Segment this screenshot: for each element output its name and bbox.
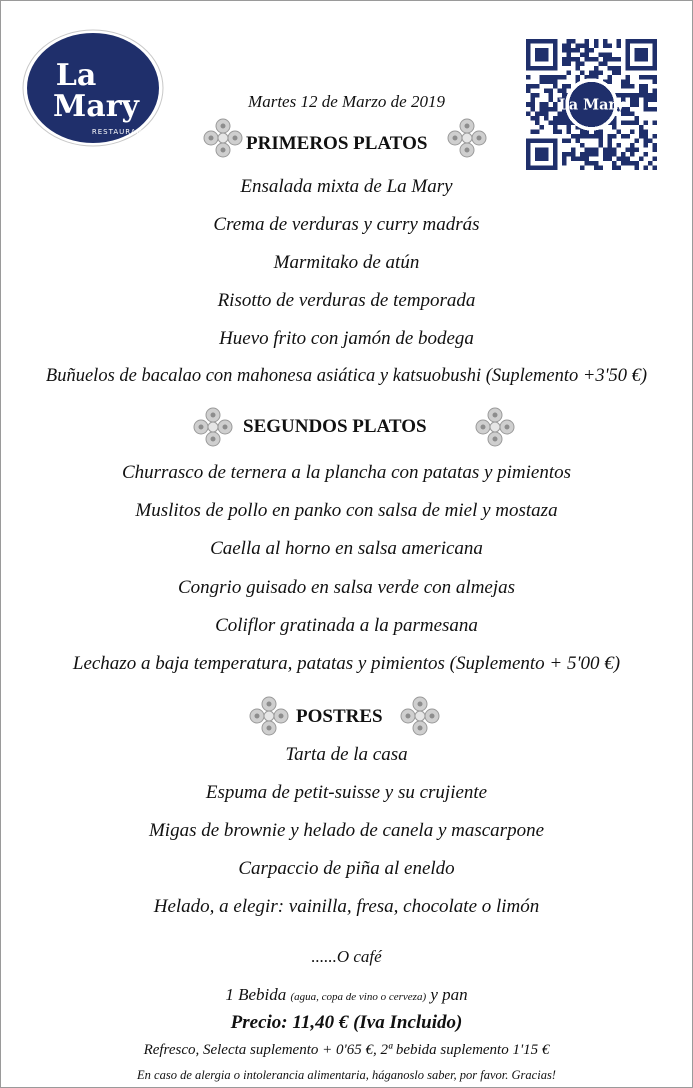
- svg-text:Mary: Mary: [53, 89, 139, 124]
- flourish-ornament-icon: [200, 115, 246, 161]
- svg-text:RESTAURANT: RESTAURANT: [91, 128, 149, 136]
- flourish-ornament-icon: [444, 115, 490, 161]
- menu-item: Ensalada mixta de La Mary: [240, 176, 453, 197]
- drink-line: [0, 985, 693, 1005]
- menu-item: Crema de verduras y curry madrás: [213, 214, 480, 235]
- menu-item: Carpaccio de piña al eneldo: [238, 858, 455, 879]
- menu-item: Congrio guisado en salsa verde con almejas: [177, 577, 516, 598]
- drink-suffix: y pan: [430, 985, 468, 1004]
- allergy-note: En caso de alergia o intolerancia alimentaria, háganoslo saber, por favor. Gracias!: [137, 1068, 556, 1082]
- svg-text:La Mary: La Mary: [558, 96, 625, 114]
- menu-item: Coliflor gratinada a la parmesana: [215, 615, 478, 636]
- heading-segundos: SEGUNDOS PLATOS: [243, 416, 427, 437]
- flourish-ornament-icon: [190, 404, 236, 450]
- menu-item: Caella al horno en salsa americana: [210, 538, 483, 559]
- menu-item: Risotto de verduras de temporada: [217, 290, 476, 311]
- flourish-ornament-icon: [397, 693, 443, 739]
- menu-item: Espuma de petit-suisse y su crujiente: [205, 782, 488, 803]
- menu-date: Martes 12 de Marzo de 2019: [248, 92, 445, 111]
- drink-detail: (agua, copa de vino o cerveza): [290, 991, 427, 1003]
- flourish-ornament-icon: [472, 404, 518, 450]
- menu-item: Helado, a elegir: vainilla, fresa, chocolate o limón: [153, 896, 540, 917]
- menu-item: Lechazo a baja temperatura, patatas y pimientos (Suplemento + 5'00 €): [72, 653, 621, 674]
- menu-item: Huevo frito con jamón de bodega: [219, 328, 474, 349]
- menu-price: Precio: 11,40 € (Iva Incluido): [230, 1012, 463, 1033]
- la-mary-logo: [22, 29, 164, 147]
- menu-item: Churrasco de ternera a la plancha con patatas y pimientos: [121, 462, 572, 483]
- menu-item: Buñuelos de bacalao con mahonesa asiática y katsuobushi (Suplemento +3'50 €): [45, 366, 648, 386]
- drink-label: 1 Bebida: [225, 985, 287, 1004]
- menu-item: Migas de brownie y helado de canela y mascarpone: [148, 820, 545, 841]
- heading-primeros: PRIMEROS PLATOS: [246, 133, 428, 154]
- coffee-option: ......O café: [311, 947, 382, 966]
- flourish-ornament-icon: [246, 693, 292, 739]
- supplements-note: Refresco, Selecta suplemento + 0'65 €, 2ª bebida suplemento 1'15 €: [143, 1042, 550, 1058]
- menu-item: Tarta de la casa: [285, 744, 408, 765]
- heading-postres: POSTRES: [296, 706, 383, 727]
- svg-text:La: La: [55, 58, 97, 93]
- menu-item: Marmitako de atún: [273, 252, 420, 273]
- menu-item: Muslitos de pollo en panko con salsa de miel y mostaza: [135, 500, 558, 521]
